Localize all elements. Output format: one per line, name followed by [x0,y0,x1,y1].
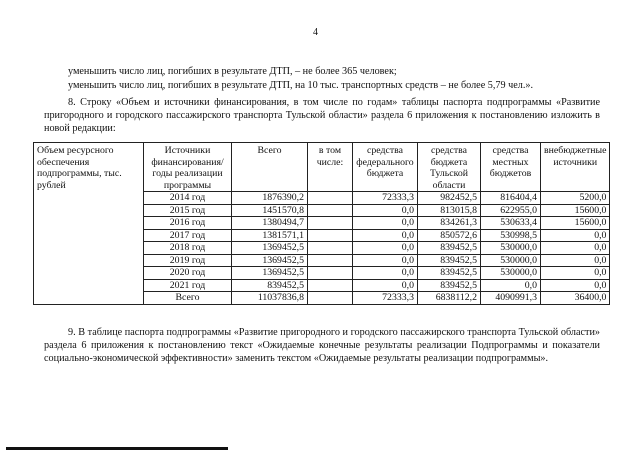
value-cell: 1876390,2 [232,192,308,205]
financing-table [33,142,610,305]
value-cell: 72333,3 [353,292,418,305]
row-year-cell: 2017 год [144,229,232,242]
header-including: в том числе: [308,143,353,192]
header-regional-budget: средства бюджета Тульской области [418,143,481,192]
value-cell: 0,0 [541,279,610,292]
value-cell [308,229,353,242]
value-cell: 0,0 [353,279,418,292]
row-year-cell: 2021 год [144,279,232,292]
value-cell: 0,0 [541,267,610,280]
value-cell: 530000,0 [481,267,541,280]
row-year-cell: 2014 год [144,192,232,205]
value-cell: 0,0 [541,229,610,242]
row-year-cell: 2016 год [144,217,232,230]
paragraph-deaths-per-vehicles: уменьшить число лиц, погибших в результате ДТП, на 10 тыс. транспортных средств – не более 5,79 чел.». [68,80,534,91]
value-cell [308,242,353,255]
value-cell: 850572,6 [418,229,481,242]
footer-rule [6,447,228,450]
header-local-budgets: средства местных бюджетов [481,143,541,192]
value-cell: 839452,5 [418,254,481,267]
value-cell: 816404,4 [481,192,541,205]
value-cell: 839452,5 [418,279,481,292]
value-cell: 0,0 [541,254,610,267]
value-cell: 72333,3 [353,192,418,205]
value-cell: 0,0 [353,229,418,242]
value-cell: 530998,5 [481,229,541,242]
row-year-cell: 2018 год [144,242,232,255]
value-cell: 5200,0 [541,192,610,205]
value-cell: 0,0 [541,242,610,255]
value-cell: 839452,5 [418,267,481,280]
paragraph-item-9: 9. В таблице паспорта подпрограммы «Развитие пригородного и городского пассажирского транспорта Тульской области» раздела 6 приложения к постановлению текст «Ожидаемые конечные результаты реализации Подпрограммы и показатели социально-экономической эффективности» заменить текстом «Ожидаемые результаты реализации подпрограммы». [44,327,600,364]
value-cell: 834261,3 [418,217,481,230]
value-cell [308,292,353,305]
row-year-cell: 2019 год [144,254,232,267]
page-number: 4 [313,27,318,38]
value-cell: 15600,0 [541,204,610,217]
value-cell: 982452,5 [418,192,481,205]
value-cell: 1369452,5 [232,267,308,280]
value-cell: 15600,0 [541,217,610,230]
value-cell: 0,0 [353,217,418,230]
value-cell: 1451570,8 [232,204,308,217]
value-cell: 530000,0 [481,242,541,255]
value-cell: 530633,4 [481,217,541,230]
value-cell: 813015,8 [418,204,481,217]
value-cell: 839452,5 [232,279,308,292]
value-cell: 4090991,3 [481,292,541,305]
value-cell [308,204,353,217]
header-total: Всего [232,143,308,192]
value-cell: 0,0 [353,254,418,267]
row-year-cell: 2015 год [144,204,232,217]
value-cell: 0,0 [353,267,418,280]
header-federal-budget: средства федерального бюджета [353,143,418,192]
value-cell: 1369452,5 [232,242,308,255]
value-cell [308,279,353,292]
value-cell: 1369452,5 [232,254,308,267]
value-cell: 839452,5 [418,242,481,255]
paragraph-deaths-total: уменьшить число лиц, погибших в результате ДТП, – не более 365 человек; [68,66,397,77]
value-cell [308,267,353,280]
value-cell: 6838112,2 [418,292,481,305]
value-cell: 0,0 [353,204,418,217]
value-cell [308,217,353,230]
value-cell [308,192,353,205]
value-cell [308,254,353,267]
paragraph-item-8: 8. Строку «Объем и источники финансирования, в том числе по годам» таблицы паспорта подпрограммы «Развитие пригородного и городского пассажирского транспорта Тульской области» раздела 6 приложения к постановлению изложить в новой редакции: [44,97,600,134]
value-cell: 0,0 [353,242,418,255]
value-cell: 36400,0 [541,292,610,305]
value-cell: 0,0 [481,279,541,292]
header-sources-years: Источники финансирования/ годы реализации программы [144,143,232,192]
value-cell: 11037836,8 [232,292,308,305]
value-cell: 622955,0 [481,204,541,217]
table-header-row [34,143,610,192]
value-cell: 1380494,7 [232,217,308,230]
value-cell: 530000,0 [481,254,541,267]
row-year-cell: Всего [144,292,232,305]
header-resource-volume: Объем ресурсного обеспечения подпрограммы, тыс. рублей [34,143,144,305]
row-year-cell: 2020 год [144,267,232,280]
header-extrabudgetary: внебюджетные источники [541,143,610,192]
value-cell: 1381571,1 [232,229,308,242]
